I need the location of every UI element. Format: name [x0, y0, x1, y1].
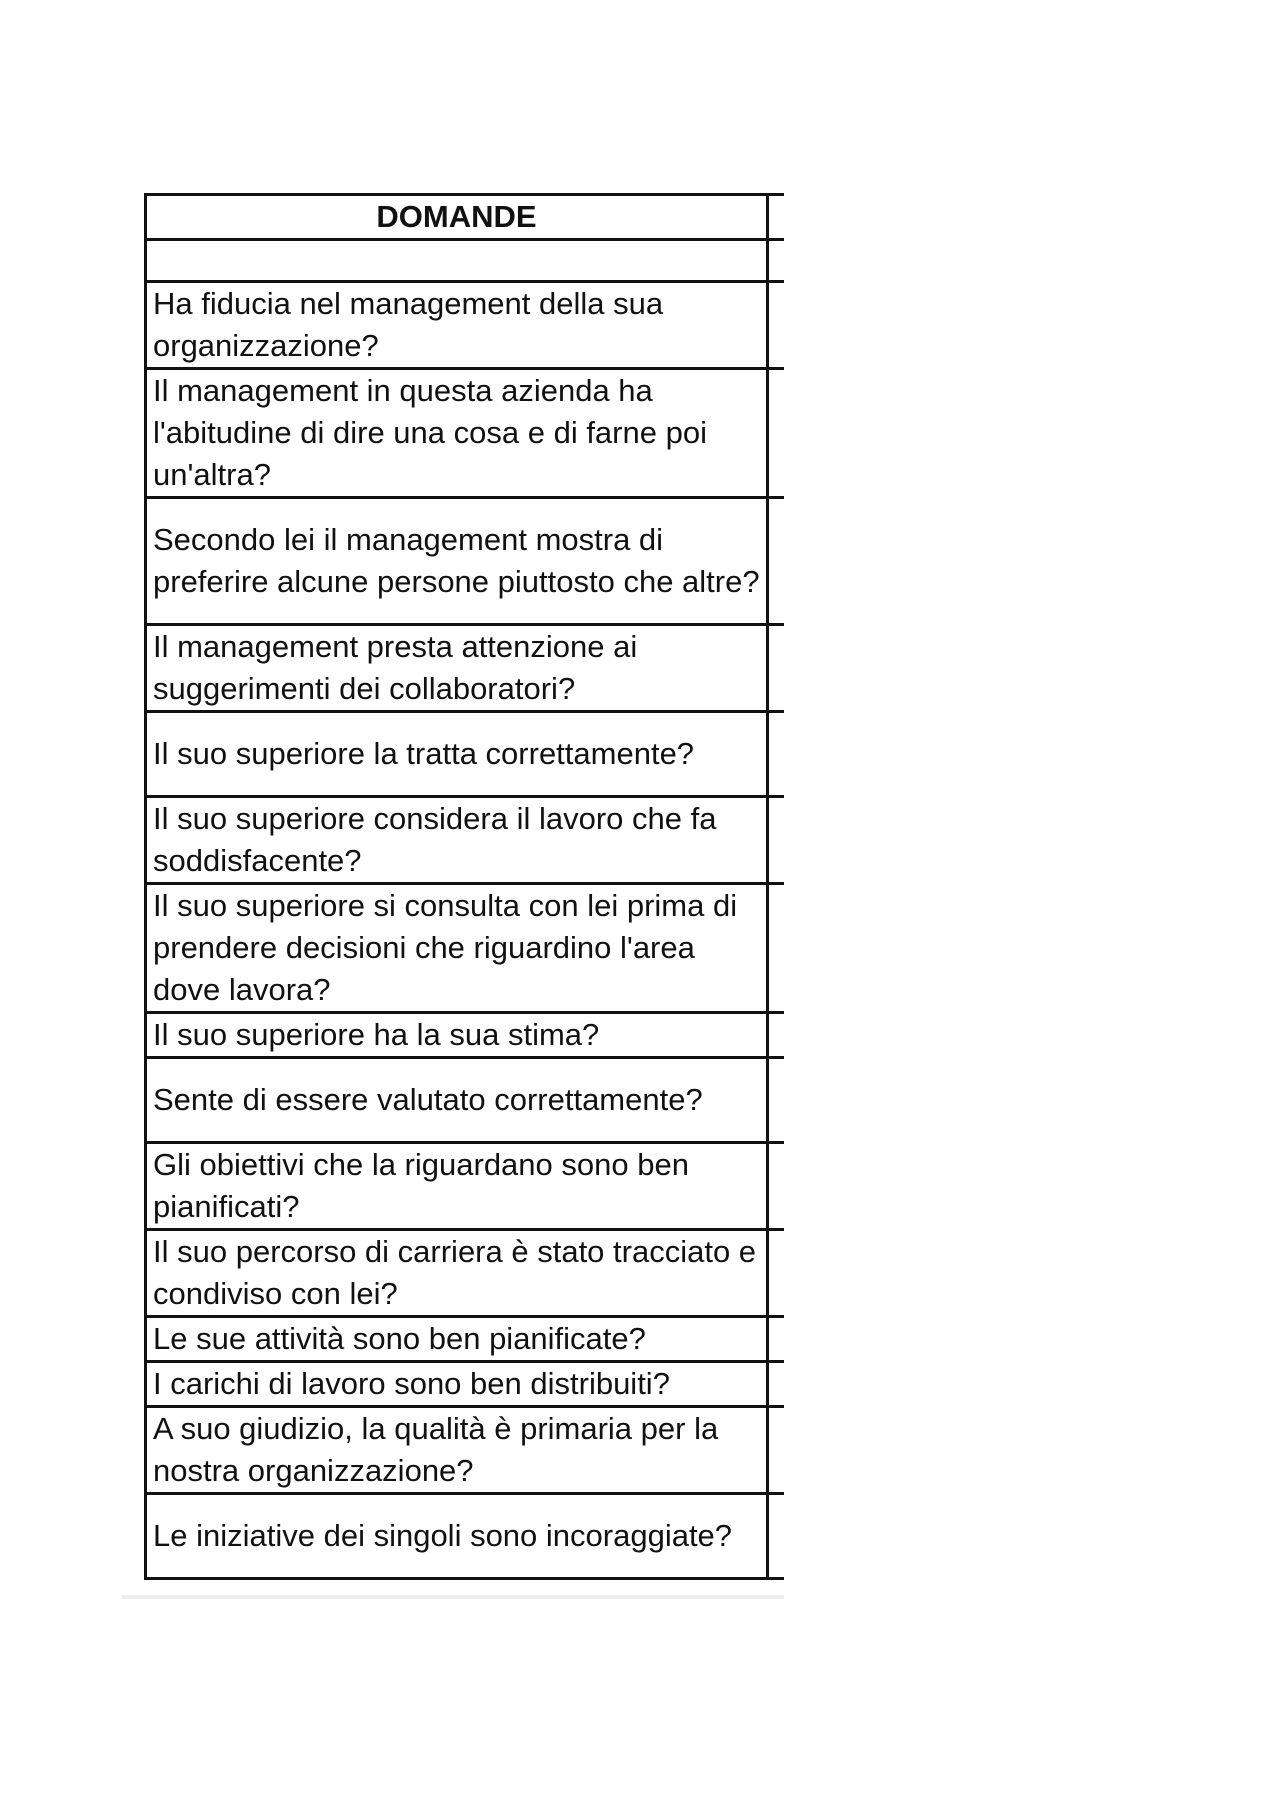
answer-cell — [768, 1230, 785, 1317]
question-row — [146, 1058, 785, 1143]
answer-cell — [768, 1362, 785, 1407]
questions-table — [144, 193, 784, 1580]
question-row — [146, 625, 785, 712]
answer-cell — [768, 884, 785, 1013]
answer-cell — [768, 282, 785, 369]
answer-cell — [768, 1494, 785, 1579]
answer-cell — [768, 240, 785, 282]
question-cell: Il suo superiore considera il lavoro che fa soddisfacente? — [146, 797, 768, 884]
question-cell: Il management in questa azienda ha l'abitudine di dire una cosa e di farne poi un'altra? — [146, 369, 768, 498]
question-cell: Sente di essere valutato correttamente? — [146, 1058, 768, 1143]
question-cell: Gli obiettivi che la riguardano sono ben pianificati? — [146, 1143, 768, 1230]
question-cell: Il suo superiore la tratta correttamente? — [146, 712, 768, 797]
question-row — [146, 712, 785, 797]
question-cell: Il suo percorso di carriera è stato tracciato e condiviso con lei? — [146, 1230, 768, 1317]
question-cell: Ha fiducia nel management della sua organizzazione? — [146, 282, 768, 369]
question-row — [146, 1230, 785, 1317]
question-cell: Il suo superiore si consulta con lei prima di prendere decisioni che riguardino l'area dove lavora? — [146, 884, 768, 1013]
question-cell — [146, 240, 768, 282]
question-cell: Il management presta attenzione ai suggerimenti dei collaboratori? — [146, 625, 768, 712]
blank-row — [146, 240, 785, 282]
question-row — [146, 1407, 785, 1494]
question-row — [146, 797, 785, 884]
questions-sheet — [144, 193, 784, 1580]
answer-cell — [768, 1013, 785, 1058]
answer-cell — [768, 1407, 785, 1494]
answer-cell — [768, 498, 785, 625]
question-cell: Il suo superiore ha la sua stima? — [146, 1013, 768, 1058]
answer-cell — [768, 625, 785, 712]
question-row — [146, 282, 785, 369]
answer-cell — [768, 369, 785, 498]
question-row — [146, 1494, 785, 1579]
question-cell: Le iniziative dei singoli sono incoraggiate? — [146, 1494, 768, 1579]
question-row — [146, 1317, 785, 1362]
column-header-domande: DOMANDE — [146, 195, 768, 240]
answer-cell — [768, 1143, 785, 1230]
question-row — [146, 369, 785, 498]
column-header-answer — [768, 195, 785, 240]
question-row — [146, 1143, 785, 1230]
question-row — [146, 1362, 785, 1407]
question-cell: I carichi di lavoro sono ben distribuiti? — [146, 1362, 768, 1407]
header-row — [146, 195, 785, 240]
question-row — [146, 884, 785, 1013]
question-row — [146, 1013, 785, 1058]
page-divider — [122, 1595, 784, 1599]
answer-cell — [768, 712, 785, 797]
answer-cell — [768, 797, 785, 884]
answer-cell — [768, 1317, 785, 1362]
question-cell: Le sue attività sono ben pianificate? — [146, 1317, 768, 1362]
question-cell: Secondo lei il management mostra di preferire alcune persone piuttosto che altre? — [146, 498, 768, 625]
question-row — [146, 498, 785, 625]
questions-body — [146, 240, 785, 1579]
question-cell: A suo giudizio, la qualità è primaria per la nostra organizzazione? — [146, 1407, 768, 1494]
answer-cell — [768, 1058, 785, 1143]
